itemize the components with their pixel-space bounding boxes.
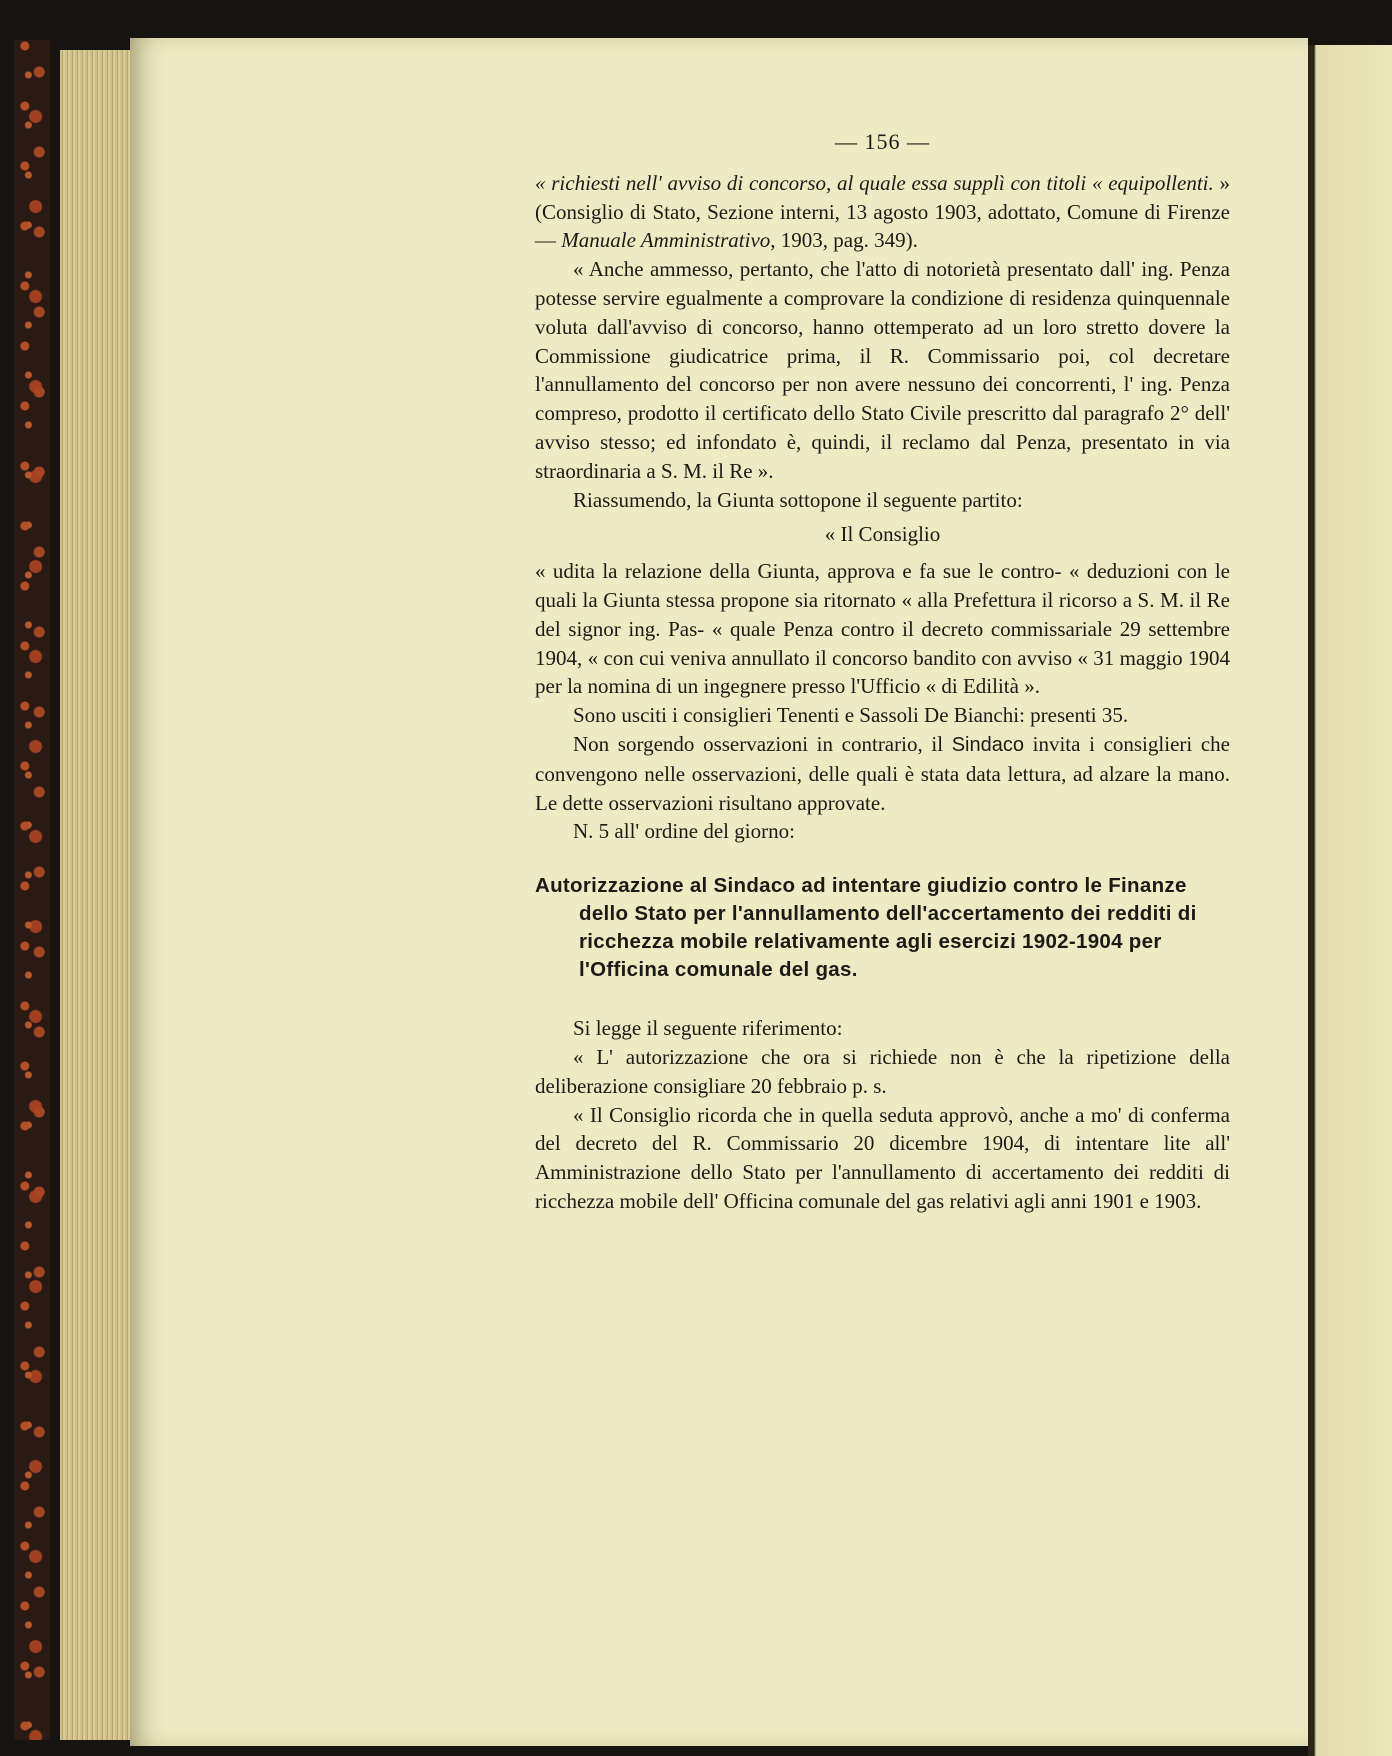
citation-publication: Manuale Amministrativo [561,228,771,253]
facing-page-edge [1308,45,1392,1756]
paragraph-citation [535,169,1230,255]
page-number: — 156 — [835,129,930,154]
paragraph-usciti: Sono usciti i consiglieri Tenenti e Sassoli De Bianchi: presenti 35. [573,703,1129,728]
citation-source: » (Consiglio di Stato, Sezione interni, 13 agosto 1903, adottato, Comune di Firenze — [535,170,1231,253]
consiglio-heading: « Il Consiglio [824,522,941,547]
page-content [535,128,1230,1216]
paragraph-consiglio-ricorda: « Il Consiglio ricorda che in quella seduta approvò, anche a mo' di conferma del decreto del R. Commissario 20 dicembre 1904, di intentare lite all' Amministrazione dello Stato per l'annullamento di accertamento dei redditi di ricchezza mobile dell' Officina comunale del gas relativi agli anni 1901 e 1903. [535,1102,1230,1213]
deliberation-text: « udita la relazione della Giunta, approva e fa sue le contro- « deduzioni con le quali la Giunta stessa propone sia ritornato « alla Prefettura il ricorso a S. M. il Re del signor ing. Pas- « quale Penza contro il decreto commissariale 29 settembre 1904, « con cui veniva annullato il concorso bandito con avviso « 31 maggio 1904 per la nomina di un ingegnere presso l'Ufficio « di Edilità ». [535,559,1230,699]
sindaco-word: Sindaco [951,733,1024,756]
book-spine [14,40,50,1740]
paragraph-riassumendo: Riassumendo, la Giunta sottopone il seguente partito: [573,487,1023,512]
citation-page: , 1903, pag. 349). [770,228,918,253]
section-heading: Autorizzazione al Sindaco ad intentare giudizio contro le Finanze dello Stato per l'annullamento dell'accertamento dei redditi di ricchezza mobile relativamente agli esercizi 1902-1904 per l'Officina comunale del gas. [535,874,1197,982]
vote-text-end: invita i consiglieri che convengono nelle osservazioni, delle quali è stata data lettura, ad alzare la mano. Le dette osservazioni risultano approvate. [535,731,1231,815]
paragraph-riferimento: Si legge il seguente riferimento: [573,1016,843,1041]
citation-quote: « richiesti nell' avviso di concorso, al quale essa supplì con titoli « equipollenti. [535,170,1214,195]
paragraph-autorizzazione: « L' autorizzazione che ora si richiede non è che la ripetizione della deliberazione consigliare 20 febbraio p. s. [535,1044,1230,1098]
paragraph-vote [535,730,1230,817]
paragraph-ordine: N. 5 all' ordine del giorno: [573,819,795,844]
vote-text-start: Non sorgendo osservazioni in contrario, il [573,731,952,756]
paragraph-notorieta: « Anche ammesso, pertanto, che l'atto di notorietà presentato dall' ing. Penza potesse servire egualmente a comprovare la condizione di residenza quinquennale voluta dall'avviso di concorso, hanno ottemperato ad un loro stretto dovere la Commissione giudicatrice prima, il R. Commissario poi, col decretare l'annullamento del concorso per non avere nessuno dei concorrenti, l' ing. Penza compreso, prodotto il certificato dello Stato Civile prescritto dal paragrafo 2° dell' avviso stesso; ed infondato è, quindi, il reclamo dal Penza, presentato in via straordinaria a S. M. il Re ». [535,257,1230,483]
